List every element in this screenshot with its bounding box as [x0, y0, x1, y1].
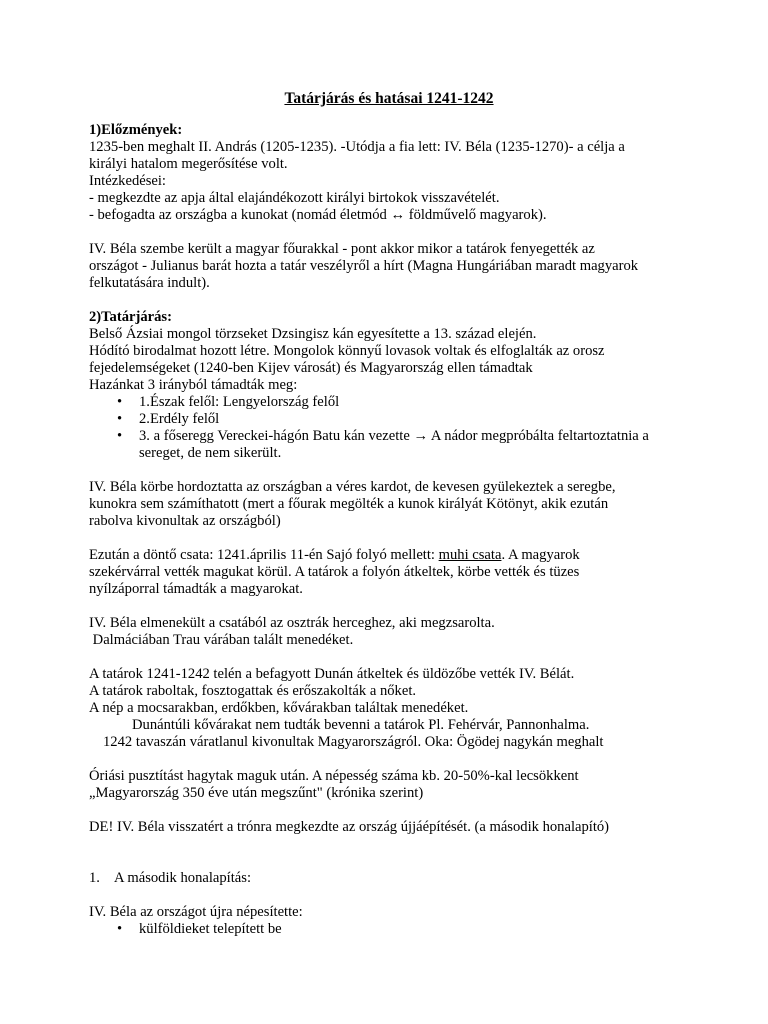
paragraph-line: Belső Ázsiai mongol törzseket Dzsingisz kán egyesítette a 13. század elején. [89, 326, 537, 342]
paragraph-line: IV. Béla elmenekült a csatából az osztrák herceghez, aki megzsarolta. [89, 615, 495, 631]
paragraph-line: szekérvárral vették magukat körül. A tatárok a folyón átkeltek, körbe vették és tüzes [89, 564, 580, 580]
attack-directions-list [89, 394, 689, 462]
list-item: • 1.Észak felől: Lengyelország felől [117, 394, 340, 410]
paragraph-line: Intézkedései: [89, 173, 166, 189]
list-item-continuation: sereget, de nem sikerült. [139, 445, 282, 461]
paragraph-line: IV. Béla az országot újra népesítette: [89, 904, 303, 920]
paragraph-line: DE! IV. Béla visszatért a trónra megkezdte az ország újjáépítését. (a második honalapító) [89, 819, 610, 835]
paragraph-line: fejedelemségeket (1240-ben Kijev városát) és Magyarország ellen támadtak [89, 360, 533, 376]
paragraph-line: királyi hatalom megerősítése volt. [89, 156, 288, 172]
paragraph-line: Dalmáciában Trau várában talált menedéket. [89, 632, 354, 648]
paragraph-line: kunokra sem számíthatott (mert a főurak megölték a kunok királyát Kötönyt, akik ezután [89, 496, 609, 512]
paragraph-line: Óriási pusztítást hagytak maguk után. A népesség száma kb. 20-50%-kal lecsökkent [89, 768, 579, 784]
bullet-icon: • [117, 394, 123, 410]
paragraph-line: Dunántúli kővárakat nem tudták bevenni a tatárok Pl. Fehérvár, Pannonhalma. [132, 717, 590, 733]
list-item: • külföldieket telepített be [117, 921, 282, 937]
paragraph-line: - befogadta az országba a kunokat (nomád életmód ↔ földművelő magyarok). [89, 207, 547, 223]
paragraph-line: IV. Béla szembe került a magyar főurakkal - pont akkor mikor a tatárok fenyegették az [89, 241, 595, 257]
paragraph-line: IV. Béla körbe hordoztatta az országban a véres kardot, de kevesen gyülekeztek a seregbe, [89, 479, 616, 495]
section-3-heading: 1. A második honalapítás: [89, 870, 252, 886]
paragraph-line: nyílzáporral támadták a magyarokat. [89, 581, 303, 597]
paragraph-line: Hódító birodalmat hozott létre. Mongolok könnyű lovasok voltak és elfoglalták az orosz [89, 343, 605, 359]
paragraph-line: Hazánkat 3 irányból támadták meg: [89, 377, 298, 393]
paragraph-line: országot - Julianus barát hozta a tatár veszélyről a hírt (Magna Hungáriában maradt magyarok [89, 258, 639, 274]
bullet-icon: • [117, 921, 123, 937]
section-1-heading: 1)Előzmények: [89, 122, 183, 138]
bullet-icon: • [117, 428, 123, 444]
bullet-icon: • [117, 411, 123, 427]
document-page [89, 90, 689, 938]
repopulation-list [89, 921, 689, 938]
section-2-heading: 2)Tatárjárás: [89, 309, 172, 325]
paragraph-line: Ezután a döntő csata: 1241.április 11-én Sajó folyó mellett: muhi csata. A magyarok [89, 547, 580, 563]
paragraph-line: „Magyarország 350 éve után megszűnt" (krónika szerint) [89, 785, 424, 801]
document-title: Tatárjárás és hatásai 1241-1242 [284, 90, 494, 107]
list-item: • 2.Erdély felől [117, 411, 220, 427]
list-item: • 3. a főseregg Vereckei-hágón Batu kán vezette → A nádor megpróbálta feltartoztatnia a [117, 428, 649, 444]
muhi-csata-link[interactable]: muhi csata [438, 547, 502, 563]
paragraph-line: A nép a mocsarakban, erdőkben, kővárakban találtak menedéket. [89, 700, 469, 716]
paragraph-line: A tatárok 1241-1242 telén a befagyott Dunán átkeltek és üldözőbe vették IV. Bélát. [89, 666, 575, 682]
paragraph-line: A tatárok raboltak, fosztogattak és erőszakolták a nőket. [89, 683, 417, 699]
paragraph-line: - megkezdte az apja által elajándékozott királyi birtokok visszavételét. [89, 190, 500, 206]
paragraph-line: rabolva kivonultak az országból) [89, 513, 281, 529]
paragraph-line: 1242 tavaszán váratlanul kivonultak Magyarországról. Oka: Ögödej nagykán meghalt [103, 734, 604, 750]
paragraph-line: felkutatására indult). [89, 275, 210, 291]
paragraph-line: 1235-ben meghalt II. András (1205-1235). -Utódja a fia lett: IV. Béla (1235-1270)- a célja a [89, 139, 625, 155]
